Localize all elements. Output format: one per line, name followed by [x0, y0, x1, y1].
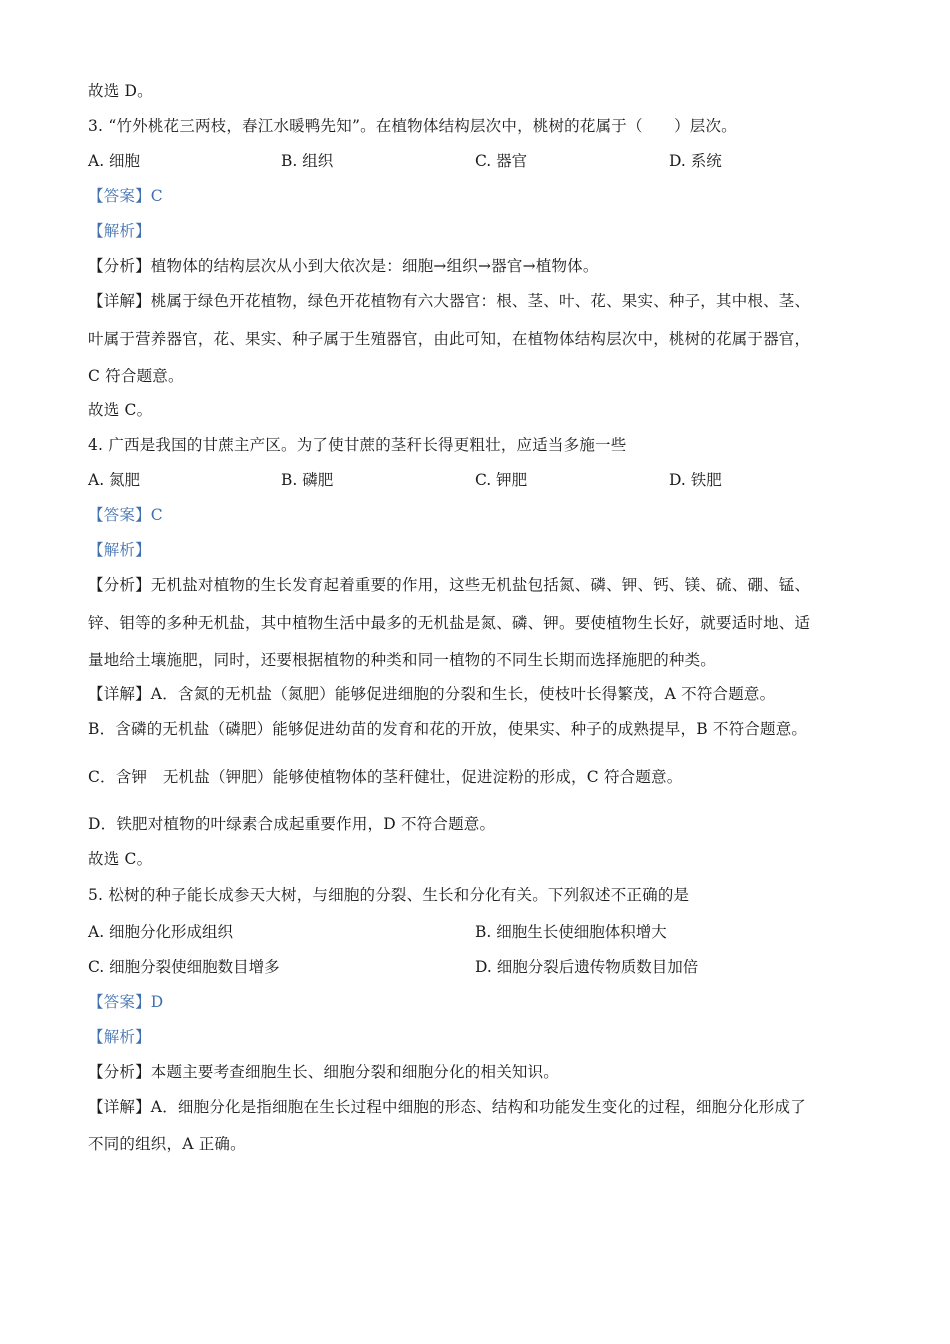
q3-option-b: B. 组织	[281, 152, 334, 170]
q4-analysis-line: 锌、钼等的多种无机盐，其中植物生活中最多的无机盐是氮、磷、钾。要使植物生长好，就要适时地、适	[88, 614, 811, 632]
q4-detail-line: C．含钾 无机盐（钾肥）能够使植物体的茎秆健壮，促进淀粉的形成，C 符合题意。	[88, 768, 683, 786]
q4-answer: 【答案】C	[88, 506, 163, 524]
q4-stem: 4. 广西是我国的甘蔗主产区。为了使甘蔗的茎秆长得更粗壮，应适当多施一些	[88, 436, 627, 454]
q3-answer: 【答案】C	[88, 187, 163, 205]
q4-option-b: B. 磷肥	[281, 471, 334, 489]
q5-option-a: A. 细胞分化形成组织	[88, 923, 234, 941]
q5-analysis: 【分析】本题主要考查细胞生长、细胞分裂和细胞分化的相关知识。	[88, 1063, 560, 1081]
q3-option-a: A. 细胞	[88, 152, 141, 170]
q5-answer: 【答案】D	[88, 993, 164, 1011]
q4-option-a: A. 氮肥	[88, 471, 141, 489]
q3-stem: 3. “竹外桃花三两枝，春江水暖鸭先知”。在植物体结构层次中，桃树的花属于（ ）层次。	[88, 117, 737, 135]
q5-detail-line: 不同的组织，A 正确。	[88, 1135, 246, 1153]
q5-jiexi-label: 【解析】	[88, 1028, 151, 1046]
q5-option-c: C. 细胞分裂使细胞数目增多	[88, 958, 280, 976]
q4-detail-line: D．铁肥对植物的叶绿素合成起重要作用，D 不符合题意。	[88, 815, 496, 833]
q4-analysis-line: 量地给土壤施肥，同时，还要根据植物的种类和同一植物的不同生长期而选择施肥的种类。	[88, 651, 717, 669]
q4-conclusion: 故选 C。	[88, 850, 153, 868]
q2-conclusion: 故选 D。	[88, 82, 153, 100]
q3-detail-line: C 符合题意。	[88, 367, 184, 385]
q5-option-d: D. 细胞分裂后遗传物质数目加倍	[475, 958, 699, 976]
q4-jiexi-label: 【解析】	[88, 541, 151, 559]
q4-detail-line: B．含磷的无机盐（磷肥）能够促进幼苗的发育和花的开放，使果实、种子的成熟提早，B 不符合题意。	[88, 720, 808, 738]
q4-option-d: D. 铁肥	[669, 471, 722, 489]
q4-option-c: C. 钾肥	[475, 471, 528, 489]
q5-stem: 5. 松树的种子能长成参天大树，与细胞的分裂、生长和分化有关。下列叙述不正确的是	[88, 886, 690, 904]
q5-detail-line: 【详解】A．细胞分化是指细胞在生长过程中细胞的形态、结构和功能发生变化的过程，细胞分化形成了	[88, 1098, 806, 1116]
q4-detail-line: 【详解】A．含氮的无机盐（氮肥）能够促进细胞的分裂和生长，使枝叶长得繁茂，A 不符合题意。	[88, 685, 776, 703]
q3-option-d: D. 系统	[669, 152, 722, 170]
q5-option-b: B. 细胞生长使细胞体积增大	[475, 923, 667, 941]
q3-detail-line: 【详解】桃属于绿色开花植物，绿色开花植物有六大器官：根、茎、叶、花、果实、种子，其中根、茎、	[88, 292, 811, 310]
q4-analysis-line: 【分析】无机盐对植物的生长发育起着重要的作用，这些无机盐包括氮、磷、钾、钙、镁、硫、硼、锰、	[88, 576, 811, 594]
q3-jiexi-label: 【解析】	[88, 222, 151, 240]
q3-conclusion: 故选 C。	[88, 401, 153, 419]
q3-option-c: C. 器官	[475, 152, 528, 170]
q3-analysis: 【分析】植物体的结构层次从小到大依次是：细胞→组织→器官→植物体。	[88, 257, 599, 275]
q3-detail-line: 叶属于营养器官，花、果实、种子属于生殖器官，由此可知，在植物体结构层次中，桃树的花属于器官，	[88, 330, 811, 348]
